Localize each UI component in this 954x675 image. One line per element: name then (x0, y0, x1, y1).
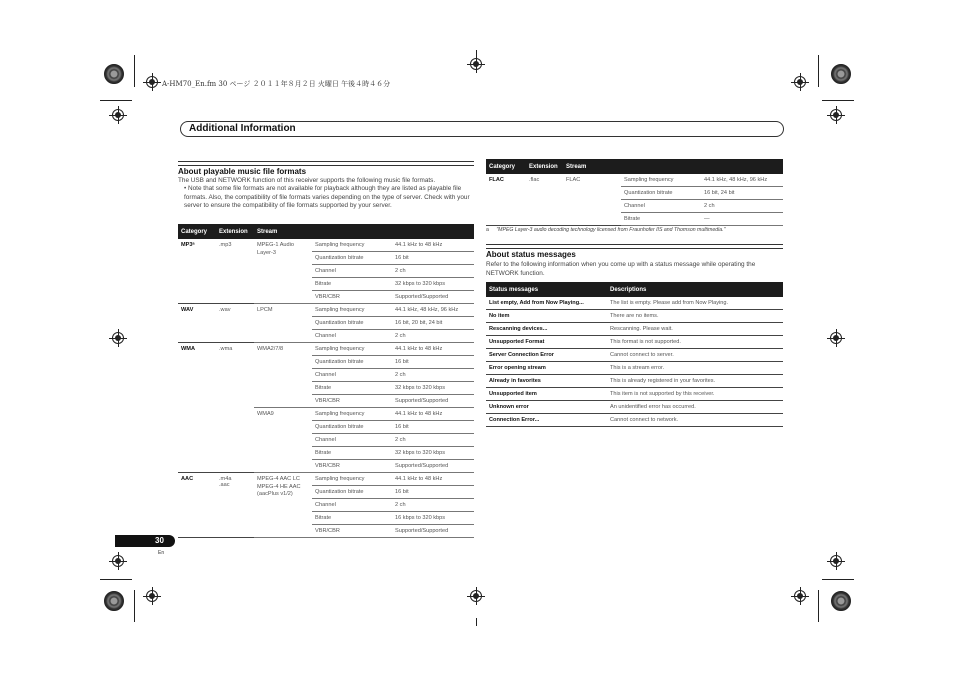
category-cell: FLAC (486, 174, 526, 226)
color-target-icon (831, 591, 851, 611)
table-row (486, 362, 783, 375)
table-row (486, 323, 783, 336)
table-header-row (178, 224, 474, 239)
table-row (486, 174, 783, 187)
spec-name: Channel (621, 200, 701, 213)
status-description: This format is not supported. (607, 336, 783, 349)
footnote (486, 227, 783, 233)
spec-value: 16 bit, 24 bit (701, 187, 783, 200)
spec-name: Bitrate (312, 278, 392, 291)
spec-value: Supported/Supported (392, 460, 474, 473)
spec-name: Sampling frequency (312, 304, 392, 317)
spec-value: 2 ch (392, 369, 474, 382)
stream-cell: MPEG-4 AAC LC MPEG-4 HE AAC (aacPlus v1/2) (254, 473, 312, 538)
table-row (486, 388, 783, 401)
col-stream: Stream (254, 224, 474, 239)
registration-mark-icon (143, 73, 161, 91)
spec-value: 32 kbps to 320 kbps (392, 447, 474, 460)
status-description: An unidentified error has occurred. (607, 401, 783, 414)
registration-mark-icon (143, 587, 161, 605)
spec-name: VBR/CBR (312, 395, 392, 408)
crop-mark (100, 100, 132, 101)
status-description: Cannot connect to server. (607, 349, 783, 362)
crop-mark (822, 579, 854, 580)
spec-name: Sampling frequency (312, 343, 392, 356)
spec-name: Bitrate (312, 512, 392, 525)
spec-value: 44.1 kHz to 48 kHz (392, 408, 474, 421)
spec-value: 32 kbps to 320 kbps (392, 382, 474, 395)
registration-mark-icon (791, 587, 809, 605)
table-header-row (486, 282, 783, 297)
stream-cell: FLAC (563, 174, 621, 226)
spec-name: Sampling frequency (312, 408, 392, 421)
footnote-text: "MPEG Layer-3 audio decoding technology licensed from Fraunhofer IIS and Thomson multimedia." (496, 227, 726, 233)
status-message: Unsupported item (486, 388, 607, 401)
table-row (178, 473, 474, 486)
spec-name: Channel (312, 434, 392, 447)
spec-value: 44.1 kHz, 48 kHz, 96 kHz (701, 174, 783, 187)
spec-value: 16 bit (392, 421, 474, 434)
print-header: A-HM70_En.fm 30 ページ ２０１１年８月２日 火曜日 午後４時４６分 (162, 80, 391, 88)
spec-value: 16 bit, 20 bit, 24 bit (392, 317, 474, 330)
status-description: This item is not supported by this receiver. (607, 388, 783, 401)
status-message: Unknown error (486, 401, 607, 414)
status-message: Unsupported Format (486, 336, 607, 349)
table-row (486, 336, 783, 349)
playable-intro: The USB and NETWORK function of this receiver supports the following music file formats. (178, 177, 436, 184)
status-description: This is already registered in your favorites. (607, 375, 783, 388)
table-row (486, 297, 783, 310)
registration-mark-icon (827, 552, 845, 570)
category-cell: AAC (178, 473, 216, 538)
extension-cell: .wav (216, 304, 254, 343)
registration-mark-icon (109, 329, 127, 347)
spec-name: Sampling frequency (621, 174, 701, 187)
table-row (486, 349, 783, 362)
registration-mark-icon (827, 106, 845, 124)
stream-cell: WMA9 (254, 408, 312, 473)
playable-heading: About playable music file formats (178, 167, 307, 176)
status-description: Cannot connect to network. (607, 414, 783, 427)
spec-name: Channel (312, 330, 392, 343)
spec-name: Quantization bitrate (312, 486, 392, 499)
table-row (178, 239, 474, 252)
color-target-icon (104, 591, 124, 611)
extension-cell: .wma (216, 343, 254, 473)
spec-value: 44.1 kHz, 48 kHz, 96 kHz (392, 304, 474, 317)
table-header-row (486, 159, 783, 174)
spec-value: 16 bit (392, 356, 474, 369)
page-number: 30 (155, 536, 164, 545)
category-cell: MP3ᵃ (178, 239, 216, 304)
table-row (178, 304, 474, 317)
spec-value: Supported/Supported (392, 525, 474, 538)
color-target-icon (831, 64, 851, 84)
status-intro: Refer to the following information when you come up with a status message while operating the NETWORK function. (486, 261, 756, 277)
status-message: Rescanning devices... (486, 323, 607, 336)
spec-value: 44.1 kHz to 48 kHz (392, 473, 474, 486)
spec-value: 16 kbps to 320 kbps (392, 512, 474, 525)
spec-value: Supported/Supported (392, 395, 474, 408)
spec-name: Bitrate (621, 213, 701, 226)
status-description: There are no items. (607, 310, 783, 323)
extension-cell: .mp3 (216, 239, 254, 304)
color-target-icon (104, 64, 124, 84)
spec-value: 32 kbps to 320 kbps (392, 278, 474, 291)
crop-mark (476, 50, 477, 58)
table-row (486, 414, 783, 427)
col-status-messages: Status messages (486, 282, 607, 297)
status-message: List empty, Add from Now Playing... (486, 297, 607, 310)
status-message: No item (486, 310, 607, 323)
spec-name: Bitrate (312, 447, 392, 460)
stream-cell: MPEG-1 Audio Layer-3 (254, 239, 312, 304)
spec-name: Channel (312, 369, 392, 382)
stream-cell: LPCM (254, 304, 312, 343)
crop-mark (818, 55, 819, 87)
registration-mark-icon (109, 552, 127, 570)
registration-mark-icon (467, 587, 485, 605)
status-message: Connection Error... (486, 414, 607, 427)
spec-value: — (701, 213, 783, 226)
status-description: Rescanning. Please wait. (607, 323, 783, 336)
spec-name: Quantization bitrate (621, 187, 701, 200)
table-row (178, 343, 474, 356)
crop-mark (822, 100, 854, 101)
spec-value: 44.1 kHz to 48 kHz (392, 343, 474, 356)
crop-mark (134, 590, 135, 622)
section-title: Additional Information (189, 123, 296, 134)
spec-name: VBR/CBR (312, 525, 392, 538)
status-heading: About status messages (486, 250, 576, 259)
spec-value: 2 ch (701, 200, 783, 213)
page-number-tab (115, 535, 175, 547)
flac-table (486, 159, 783, 226)
spec-name: Quantization bitrate (312, 421, 392, 434)
status-description: This is a stream error. (607, 362, 783, 375)
extension-cell: .m4a .aac (216, 473, 254, 538)
spec-name: Sampling frequency (312, 239, 392, 252)
spec-value: 16 bit (392, 486, 474, 499)
spec-value: 2 ch (392, 434, 474, 447)
stream-cell: WMA2/7/8 (254, 343, 312, 408)
spec-name: Channel (312, 499, 392, 512)
spec-name: VBR/CBR (312, 460, 392, 473)
status-message: Already in favorites (486, 375, 607, 388)
spec-name: Quantization bitrate (312, 317, 392, 330)
status-description: The list is empty. Please add from Now Playing. (607, 297, 783, 310)
col-stream: Stream (563, 159, 783, 174)
playable-note: • Note that some file formats are not available for playback although they are listed as playable file formats. Also, the compatibility of file formats varies depending on the type of server. Check with your server to ensure the compatibility of file formats supported by your server. (184, 185, 470, 210)
extension-cell: .flac (526, 174, 563, 226)
spec-name: Sampling frequency (312, 473, 392, 486)
status-messages-table (486, 282, 783, 427)
col-extension: Extension (216, 224, 254, 239)
spec-value: 2 ch (392, 265, 474, 278)
registration-mark-icon (827, 329, 845, 347)
spec-name: Bitrate (312, 382, 392, 395)
spec-value: Supported/Supported (392, 291, 474, 304)
spec-name: Quantization bitrate (312, 252, 392, 265)
footnote-mark: a (486, 227, 489, 233)
spec-value: 2 ch (392, 330, 474, 343)
heading-rule (178, 161, 474, 166)
spec-value: 2 ch (392, 499, 474, 512)
col-category: Category (486, 159, 526, 174)
col-extension: Extension (526, 159, 563, 174)
col-category: Category (178, 224, 216, 239)
spec-value: 16 bit (392, 252, 474, 265)
crop-mark (476, 618, 477, 626)
spec-name: Quantization bitrate (312, 356, 392, 369)
table-row (486, 375, 783, 388)
page-language: En (158, 550, 165, 556)
heading-rule (486, 244, 783, 249)
spec-name: Channel (312, 265, 392, 278)
playable-formats-table (178, 224, 474, 538)
table-row (486, 401, 783, 414)
category-cell: WMA (178, 343, 216, 473)
spec-name: VBR/CBR (312, 291, 392, 304)
col-descriptions: Descriptions (607, 282, 783, 297)
table-row (486, 310, 783, 323)
status-message: Error opening stream (486, 362, 607, 375)
spec-value: 44.1 kHz to 48 kHz (392, 239, 474, 252)
crop-mark (100, 579, 132, 580)
status-message: Server Connection Error (486, 349, 607, 362)
category-cell: WAV (178, 304, 216, 343)
registration-mark-icon (791, 73, 809, 91)
crop-mark (134, 55, 135, 87)
crop-mark (818, 590, 819, 622)
section-header-bar (180, 121, 784, 137)
registration-mark-icon (109, 106, 127, 124)
